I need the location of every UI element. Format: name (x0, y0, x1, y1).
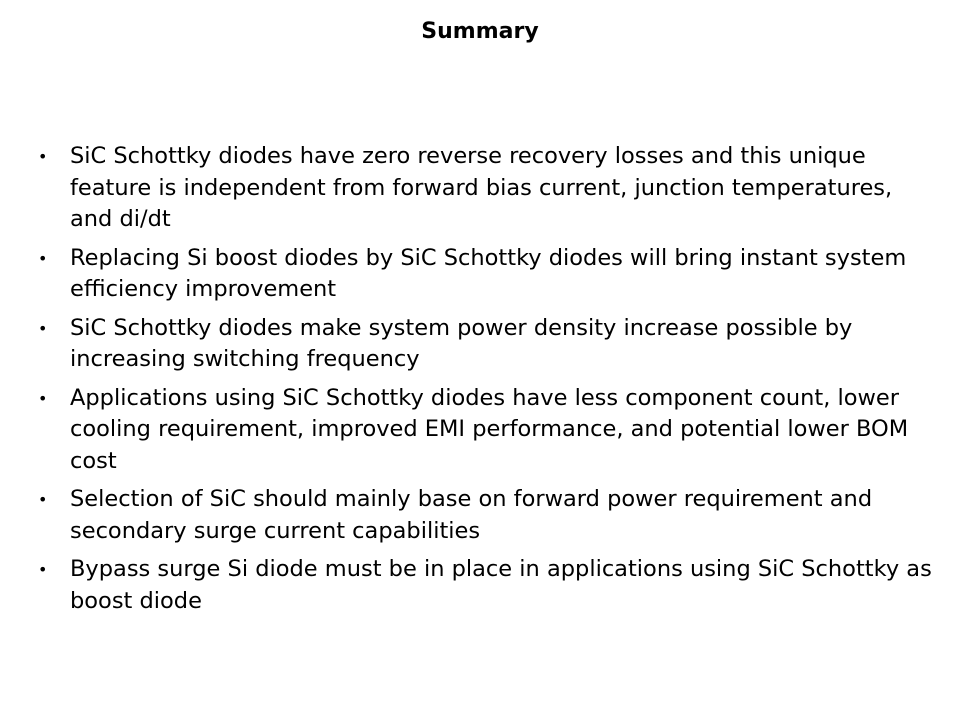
slide-title: Summary (421, 19, 539, 44)
bullet-text: Selection of SiC should mainly base on forward power requirement and secondary surge current capabilities (70, 486, 873, 544)
bullet-item (38, 243, 938, 306)
bullet-item (38, 484, 938, 547)
bullet-text: SiC Schottky diodes have zero reverse recovery losses and this unique feature is independent from forward bias current, junction temperatures, and di/dt (70, 143, 893, 232)
bullet-text: Bypass surge Si diode must be in place in applications using SiC Schottky as boost diode (70, 556, 932, 614)
bullet-icon: • (38, 248, 48, 268)
bullet-text: Applications using SiC Schottky diodes have less component count, lower cooling requirement, improved EMI performance, and potential lower BOM cost (70, 384, 909, 474)
bullet-item (38, 141, 938, 236)
bullet-icon: • (38, 490, 48, 509)
bullet-item (38, 313, 938, 376)
bullet-icon: • (38, 560, 48, 579)
bullet-item (38, 383, 938, 478)
bullet-icon: • (38, 388, 48, 408)
bullet-item (38, 554, 938, 617)
bullet-icon: • (38, 318, 48, 338)
bullet-list (38, 141, 938, 624)
bullet-text: SiC Schottky diodes make system power density increase possible by increasing switching frequency (70, 314, 853, 372)
bullet-text: Replacing Si boost diodes by SiC Schottky diodes will bring instant system efficiency improvement (70, 244, 907, 302)
bullet-icon: • (38, 147, 48, 166)
